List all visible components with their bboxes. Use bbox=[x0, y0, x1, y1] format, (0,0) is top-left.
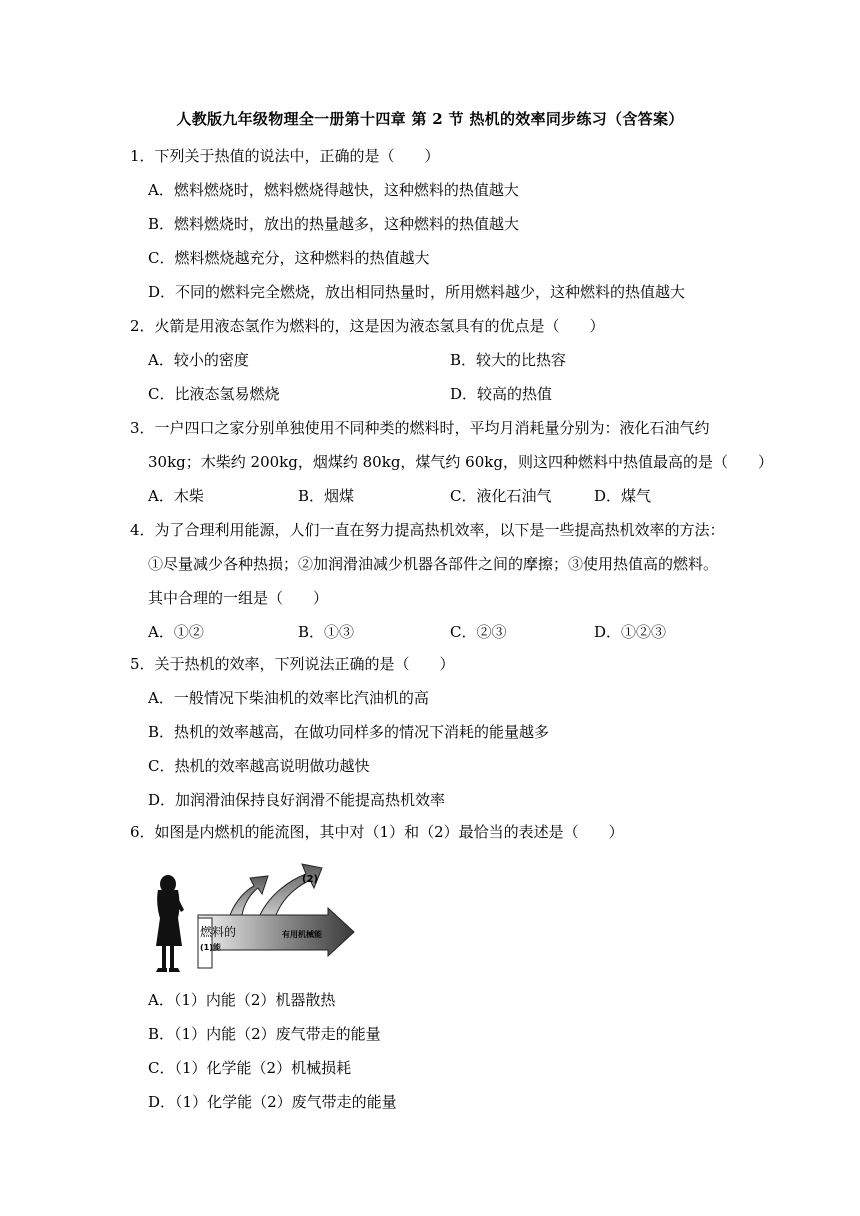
person-silhouette bbox=[156, 875, 184, 972]
energy-flow-diagram bbox=[150, 860, 360, 980]
question-5-option-b: B．热机的效率越高，在做功同样多的情况下消耗的能量越多 bbox=[148, 723, 550, 741]
question-4-stem-line-1: 4．为了合理利用能源，人们一直在努力提高热机效率，以下是一些提高热机效率的方法： bbox=[130, 521, 725, 539]
question-1-stem: 1．下列关于热值的说法中，正确的是（ ） bbox=[130, 147, 440, 165]
question-6-option-c: C．（1）化学能（2）机械损耗 bbox=[148, 1059, 352, 1077]
question-3-stem-line-1: 3．一户四口之家分别单独使用不同种类的燃料时，平均月消耗量分别为：液化石油气约 bbox=[130, 419, 710, 437]
flow-branch-1 bbox=[230, 876, 268, 915]
label-2: (2) bbox=[302, 874, 319, 885]
question-1-option-c: C．燃料燃烧越充分，这种燃料的热值越大 bbox=[148, 249, 430, 267]
question-5-stem: 5．关于热机的效率，下列说法正确的是（ ） bbox=[130, 655, 455, 673]
question-2-option-a: A．较小的密度 bbox=[148, 351, 249, 369]
question-6-option-b: B．（1）内能（2）废气带走的能量 bbox=[148, 1025, 381, 1043]
flow-branch-2 bbox=[260, 864, 322, 915]
question-3-option-a: A．木柴 bbox=[148, 487, 204, 505]
question-6-stem: 6．如图是内燃机的能流图，其中对（1）和（2）最恰当的表述是（ ） bbox=[130, 823, 624, 841]
question-2-option-b: B．较大的比热容 bbox=[450, 351, 567, 369]
question-3-stem-line-2: 30kg；木柴约 200kg，烟煤约 80kg，煤气约 60kg，则这四种燃料中热值最高的是（ ） bbox=[148, 453, 773, 471]
document-title: 人教版九年级物理全一册第十四章 第 2 节 热机的效率同步练习（含答案） bbox=[176, 110, 684, 128]
question-2-stem: 2．火箭是用液态氢作为燃料的，这是因为液态氢具有的优点是（ ） bbox=[130, 317, 605, 335]
question-4-stem-line-3: 其中合理的一组是（ ） bbox=[148, 589, 329, 607]
question-5-option-d: D．加润滑油保持良好润滑不能提高热机效率 bbox=[148, 791, 446, 809]
question-4-stem-line-2: ①尽量减少各种热损；②加润滑油减少机器各部件之间的摩擦；③使用热值高的燃料。 bbox=[148, 555, 719, 573]
question-3-option-c: C．液化石油气 bbox=[450, 487, 552, 505]
question-4-option-d: D．①②③ bbox=[594, 623, 667, 641]
question-1-option-b: B．燃料燃烧时，放出的热量越多，这种燃料的热值越大 bbox=[148, 215, 520, 233]
fuel-label: 燃料的 bbox=[200, 925, 237, 939]
question-3-option-b: B．烟煤 bbox=[298, 487, 355, 505]
question-1-option-d: D．不同的燃料完全燃烧，放出相同热量时，所用燃料越少，这种燃料的热值越大 bbox=[148, 283, 686, 301]
question-2-option-c: C．比液态氢易燃烧 bbox=[148, 385, 280, 403]
question-5-option-a: A．一般情况下柴油机的效率比汽油机的高 bbox=[148, 689, 429, 707]
label-1: (1)能 bbox=[200, 943, 221, 952]
question-6-option-a: A．（1）内能（2）机器散热 bbox=[148, 991, 336, 1009]
energy-flow-figure bbox=[150, 860, 360, 980]
useful-mechanical-energy-label: 有用机械能 bbox=[282, 930, 322, 939]
question-2-option-d: D．较高的热值 bbox=[450, 385, 553, 403]
question-4-option-a: A．①② bbox=[148, 623, 204, 641]
question-4-option-c: C．②③ bbox=[450, 623, 507, 641]
question-3-option-d: D．煤气 bbox=[594, 487, 652, 505]
question-5-option-c: C．热机的效率越高说明做功越快 bbox=[148, 757, 370, 775]
question-6-option-d: D．（1）化学能（2）废气带走的能量 bbox=[148, 1093, 397, 1111]
question-4-option-b: B．①③ bbox=[298, 623, 355, 641]
question-1-option-a: A．燃料燃烧时，燃料燃烧得越快，这种燃料的热值越大 bbox=[148, 181, 519, 199]
